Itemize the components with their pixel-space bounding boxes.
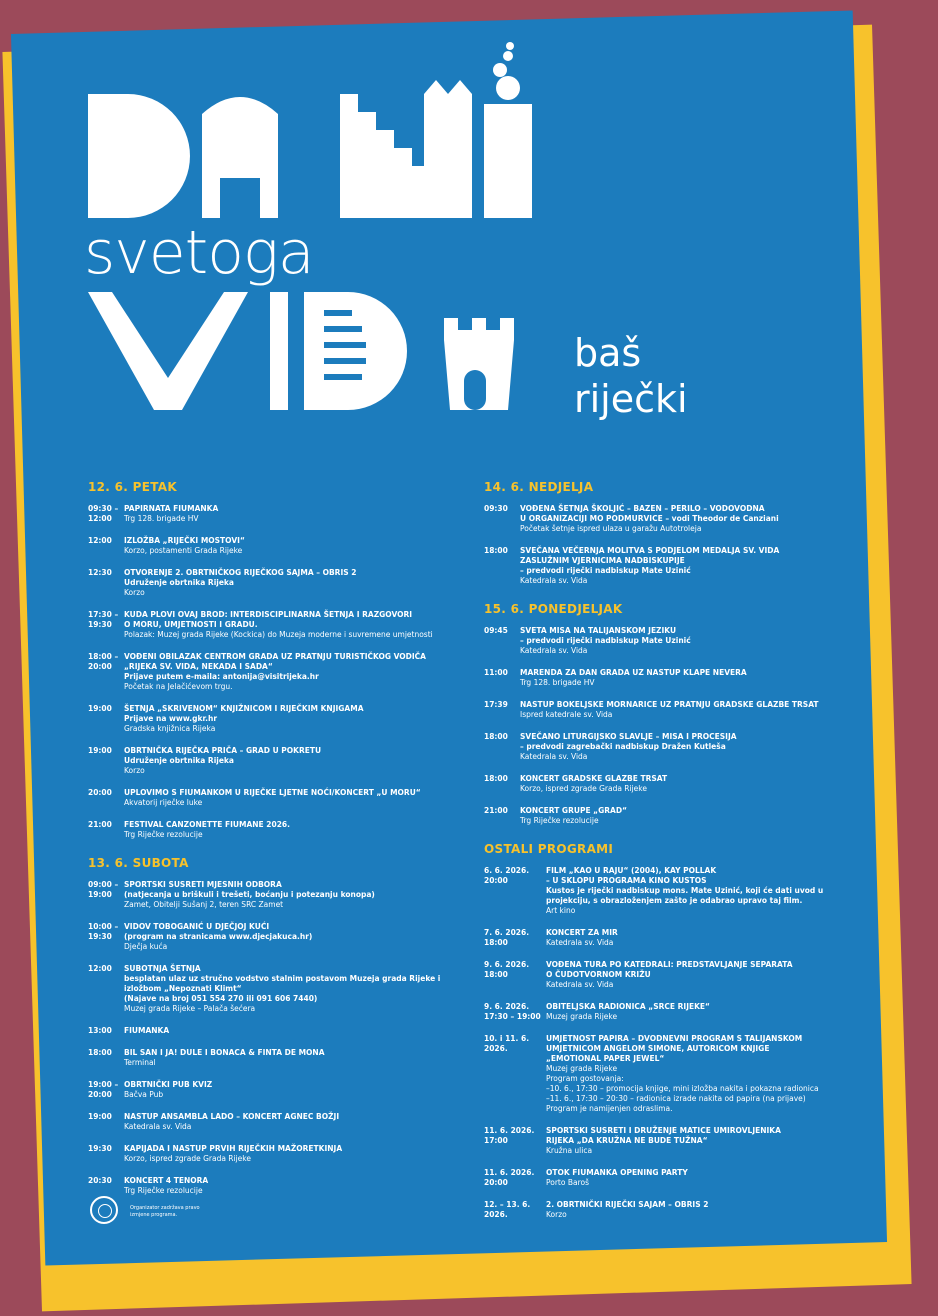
event-item (484, 1200, 824, 1220)
title-svetoga: svetoga (84, 218, 314, 288)
event-title: KUDA PLOVI OVAJ BROD: INTERDISCIPLINARNA ŠETNJA I RAZGOVORI O MORU, UMJETNOSTI I GRADU. (124, 610, 413, 629)
event-title: OTOK FIUMANKA OPENING PARTY (546, 1168, 688, 1177)
event-item (484, 668, 824, 688)
event-body (124, 880, 448, 910)
event-title: SVETA MISA NA TALIJANSKOM JEZIKU – predvodi riječki nadbiskup Mate Uzinić (520, 626, 691, 645)
event-location: Početak na Jelačićevom trgu. (124, 682, 233, 691)
event-location: Trg 128. brigade HV (520, 678, 595, 687)
event-item (88, 610, 448, 640)
event-body (520, 504, 824, 534)
tagline-line-2: riječki (574, 377, 688, 421)
event-location: Muzej grada Rijeke – Palača šećera (124, 1004, 256, 1013)
event-title: KONCERT 4 TENORA (124, 1176, 209, 1185)
event-body (546, 1002, 824, 1022)
event-location: Akvatorij riječke luke (124, 798, 203, 807)
event-time: 18:00 (484, 546, 508, 555)
event-time: 19:00 (88, 746, 112, 755)
event-item (484, 866, 824, 916)
event-location: Trg 128. brigade HV (124, 514, 199, 523)
event-item (88, 964, 448, 1014)
event-title: FILM „KAO U RAJU“ (2004), KAY POLLAK – U SKLOPU PROGRAMA KINO KUSTOS Kustos je riječki nadbiskup mons. Mate Uzinić, koji će dati uvod u projekciju, s obrazloženjem zašto je odabrao upravo taj film. (546, 866, 824, 905)
event-item (88, 820, 448, 840)
event-title: NASTUP ANSAMBLA LADO – KONCERT AGNEC BOŽJI (124, 1112, 340, 1121)
event-location: Bačva Pub (124, 1090, 164, 1099)
event-title: OBITELJSKA RADIONICA „SRCE RIJEKE“ (546, 1002, 710, 1011)
event-title: KONCERT GRADSKE GLAZBE TRSAT (520, 774, 668, 783)
event-location: Ispred katedrale sv. Vida (520, 710, 613, 719)
event-title: FIUMANKA (124, 1026, 170, 1035)
event-body (546, 928, 824, 948)
event-location: Gradska knjižnica Rijeka (124, 724, 216, 733)
event-time: 12:00 (88, 536, 112, 545)
event-title: UMJETNOST PAPIRA – DVODNEVNI PROGRAM S TALIJANSKOM UMJETNICOM ANGELOM SIMONE, AUTORICOM KNJIGE „EMOTIONAL PAPER JEWEL“ (546, 1034, 803, 1063)
event-title: NASTUP BOKELJSKE MORNARICE UZ PRATNJU GRADSKE GLAZBE TRSAT (520, 700, 819, 709)
event-item (484, 1002, 824, 1022)
event-title: SPORTSKI SUSRETI MJESNIH ODBORA (natjecanja u briškuli i trešeti, boćanju i potezanju konopa) (124, 880, 375, 899)
event-body (520, 626, 824, 656)
event-title: PAPIRNATA FIUMANKA (124, 504, 219, 513)
event-title: VIDOV TOBOGANIĆ U DJEČJOJ KUĆI (program na stranicama www.djecjakuca.hr) (124, 922, 313, 941)
event-item (484, 806, 824, 826)
event-item (88, 746, 448, 776)
event-location: Korzo (546, 1210, 567, 1219)
event-body (520, 546, 824, 586)
event-location: Korzo (124, 766, 145, 775)
event-body (520, 732, 824, 762)
event-body (124, 1026, 448, 1036)
event-location: Art kino (546, 906, 576, 915)
event-item (88, 1112, 448, 1132)
city-crest-icon (90, 1196, 118, 1224)
tagline-line-1: baš (574, 331, 642, 375)
event-body (124, 820, 448, 840)
event-time: 11. 6. 2026. 17:00 (484, 1126, 535, 1145)
event-time: 12:30 (88, 568, 112, 577)
event-location: Korzo, postamenti Grada Rijeke (124, 546, 243, 555)
event-time: 6. 6. 2026. 20:00 (484, 866, 530, 885)
event-title: SUBOTNJA ŠETNJA besplatan ulaz uz stručno vodstvo stalnim postavom Muzeja grada Rijeke i izložbom „Nepoznati Klimt“ (Najave na broj 051 554 270 ili 091 606 7440) (124, 964, 441, 1003)
event-item (88, 880, 448, 910)
day-heading: OSTALI PROGRAMI (484, 842, 614, 856)
event-title: SPORTSKI SUSRETI I DRUŽENJE MATICE UMIROVLJENIKA RIJEKA „DA KRUŽNA NE BUDE TUŽNA“ (546, 1126, 781, 1145)
event-time: 20:00 (88, 788, 112, 797)
event-body (520, 700, 824, 720)
event-body (546, 866, 824, 916)
event-body (520, 668, 824, 688)
day-heading: 14. 6. NEDJELJA (484, 480, 594, 494)
event-location: Trg Riječke rezolucije (124, 830, 203, 839)
event-location: Katedrala sv. Vida (520, 752, 588, 761)
event-body (520, 806, 824, 826)
event-item (484, 546, 824, 586)
event-title: OBRTNIČKI PUB KVIZ (124, 1080, 213, 1089)
event-item (484, 700, 824, 720)
event-body (520, 774, 824, 794)
event-item (88, 788, 448, 808)
day-heading: 13. 6. SUBOTA (88, 856, 189, 870)
event-location: Korzo, ispred zgrade Grada Rijeke (124, 1154, 251, 1163)
event-location: Trg Riječke rezolucije (124, 1186, 203, 1195)
event-body (124, 704, 448, 734)
event-time: 7. 6. 2026. 18:00 (484, 928, 530, 947)
event-item (88, 922, 448, 952)
event-location: Polazak: Muzej grada Rijeke (Kockica) do Muzeja moderne i suvremene umjetnosti (124, 630, 433, 639)
event-location: Korzo, ispred zgrade Grada Rijeke (520, 784, 647, 793)
event-location: Katedrala sv. Vida (124, 1122, 192, 1131)
event-location: Katedrala sv. Vida (520, 646, 588, 655)
event-item (484, 732, 824, 762)
event-time: 10:00 – 19:30 (88, 922, 119, 941)
day-heading: 15. 6. PONEDJELJAK (484, 602, 623, 616)
event-title: VOĐENI OBILAZAK CENTROM GRADA UZ PRATNJU TURISTIČKOG VODIČA „RIJEKA SV. VIDA, NEKADA I SADA“ Prijave putem e-maila: antonija@visitrijeka.hr (124, 652, 426, 681)
event-time: 19:00 (88, 1112, 112, 1121)
event-body (124, 568, 448, 598)
event-body (124, 922, 448, 952)
event-body (124, 746, 448, 776)
event-title: FESTIVAL CANZONETTE FIUMANE 2026. (124, 820, 290, 829)
event-time: 11:00 (484, 668, 508, 677)
event-body (124, 610, 448, 640)
event-time: 9. 6. 2026. 18:00 (484, 960, 530, 979)
event-time: 09:30 – 12:00 (88, 504, 119, 523)
event-time: 09:00 – 19:00 (88, 880, 119, 899)
event-body (546, 1126, 824, 1156)
event-time: 19:00 (88, 704, 112, 713)
event-time: 12. – 13. 6. 2026. (484, 1200, 531, 1219)
event-time: 12:00 (88, 964, 112, 973)
event-item (484, 928, 824, 948)
day-heading: 12. 6. PETAK (88, 480, 177, 494)
event-item (88, 1080, 448, 1100)
event-item (88, 1026, 448, 1036)
event-item (484, 504, 824, 534)
event-item (88, 652, 448, 692)
event-body (546, 1034, 824, 1114)
organizer-note: Organizator zadržava pravo izmjene programa. (130, 1205, 200, 1218)
event-body (124, 788, 448, 808)
event-item (88, 1048, 448, 1068)
event-time: 13:00 (88, 1026, 112, 1035)
event-time: 9. 6. 2026. 17:30 – 19:00 (484, 1002, 541, 1021)
event-body (124, 1048, 448, 1068)
event-body (124, 1080, 448, 1100)
event-body (124, 536, 448, 556)
event-body (546, 1168, 824, 1188)
event-time: 09:30 (484, 504, 508, 513)
event-time: 17:39 (484, 700, 508, 709)
event-location: Dječja kuća (124, 942, 168, 951)
event-time: 19:00 – 20:00 (88, 1080, 119, 1099)
event-item (88, 1144, 448, 1164)
event-title: KONCERT GRUPE „GRAD“ (520, 806, 627, 815)
event-item (484, 1034, 824, 1114)
schedule-right-column (484, 482, 824, 1232)
event-time: 19:30 (88, 1144, 112, 1153)
event-title: BIL SAN I JA! DULE I BONACA & FINTA DE MONA (124, 1048, 325, 1057)
event-title: SVEČANA VEČERNJA MOLITVA S PODJELOM MEDALJA SV. VIDA ZASLUŽNIM VJERNICIMA NADBISKUPIJE – predvodi riječki nadbiskup Mate Uzinić (520, 546, 780, 575)
event-time: 20:30 (88, 1176, 112, 1185)
letter-d-shape (88, 94, 190, 218)
event-time: 09:45 (484, 626, 508, 635)
event-title: OBRTNIČKA RIJEČKA PRIČA – GRAD U POKRETU Udruženje obrtnika Rijeka (124, 746, 322, 765)
event-location: Terminal (124, 1058, 156, 1067)
event-time: 18:00 (484, 774, 508, 783)
event-title: SVEČANO LITURGIJSKO SLAVLJE – MISA I PROCESIJA – predvodi zagrebački nadbiskup Dražen Kutleša (520, 732, 737, 751)
event-location: Muzej grada Rijeke Program gostovanja: –10. 6., 17:30 – promocija knjige, mini izložba nakita i pokazna radionica –11. 6., 17:30 – 20:30 – radionica izrade nakita od papira (na prijave) Program je namijenjen odraslima. (546, 1064, 819, 1113)
event-title: KONCERT ZA MIR (546, 928, 618, 937)
event-location: Početak šetnje ispred ulaza u garažu Autotroleja (520, 524, 702, 533)
event-title: OTVORENJE 2. OBRTNIČKOG RIJEČKOG SAJMA – OBRIS 2 Udruženje obrtnika Rijeka (124, 568, 357, 587)
event-title: VOĐENA ŠETNJA ŠKOLJIĆ – BAZEN – PERILO – VODOVODNA U ORGANIZACIJI MO PODMURVICE – vodi Theodor de Canziani (520, 504, 779, 523)
event-title: VOĐENA TURA PO KATEDRALI: PREDSTAVLJANJE SEPARATA O ČUDOTVORNOM KRIŽU (546, 960, 793, 979)
event-item (88, 504, 448, 524)
event-time: 18:00 – 20:00 (88, 652, 119, 671)
event-item (484, 960, 824, 990)
event-body (124, 504, 448, 524)
event-title: ŠETNJA „SKRIVENOM“ KNJIŽNICOM I RIJEČKIM KNJIGAMA Prijave na www.gkr.hr (124, 704, 364, 723)
event-title: UPLOVIMO S FIUMANKOM U RIJEČKE LJETNE NOĆI/KONCERT „U MORU“ (124, 788, 421, 797)
event-body (546, 1200, 824, 1220)
event-location: Muzej grada Rijeke (546, 1012, 618, 1021)
event-location: Kružna ulica (546, 1146, 593, 1155)
event-location: Katedrala sv. Vida (520, 576, 588, 585)
event-body (124, 1112, 448, 1132)
event-location: Porto Baroš (546, 1178, 589, 1187)
event-location: Zamet, Obitelji Sušanj 2, teren SRC Zamet (124, 900, 284, 909)
event-title: MARENDA ZA DAN GRADA UZ NASTUP KLAPE NEVERA (520, 668, 747, 677)
event-item (484, 774, 824, 794)
event-body (124, 1144, 448, 1164)
event-location: Katedrala sv. Vida (546, 938, 614, 947)
event-time: 21:00 (88, 820, 112, 829)
event-title: KAPIJADA I NASTUP PRVIH RIJEČKIH MAŽORETKINJA (124, 1144, 343, 1153)
event-time: 17:30 – 19:30 (88, 610, 119, 629)
event-time: 10. i 11. 6. 2026. (484, 1034, 530, 1053)
event-item (484, 1168, 824, 1188)
event-body (124, 652, 448, 692)
event-item (88, 1176, 448, 1196)
event-item (484, 626, 824, 656)
event-time: 11. 6. 2026. 20:00 (484, 1168, 535, 1187)
tagline (574, 330, 688, 422)
event-item (88, 568, 448, 598)
event-body (546, 960, 824, 990)
event-time: 21:00 (484, 806, 508, 815)
schedule-left-column (88, 482, 448, 1208)
event-location: Korzo (124, 588, 145, 597)
event-title: 2. OBRTNIČKI RIJEČKI SAJAM – OBRIS 2 (546, 1200, 709, 1209)
event-item (88, 536, 448, 556)
event-body (124, 1176, 448, 1196)
event-time: 18:00 (484, 732, 508, 741)
event-body (124, 964, 448, 1014)
event-time: 18:00 (88, 1048, 112, 1057)
event-item (88, 704, 448, 734)
event-item (484, 1126, 824, 1156)
event-location: Trg Riječke rezolucije (520, 816, 599, 825)
event-title: IZLOŽBA „RIJEČKI MOSTOVI“ (124, 536, 245, 545)
event-location: Katedrala sv. Vida (546, 980, 614, 989)
